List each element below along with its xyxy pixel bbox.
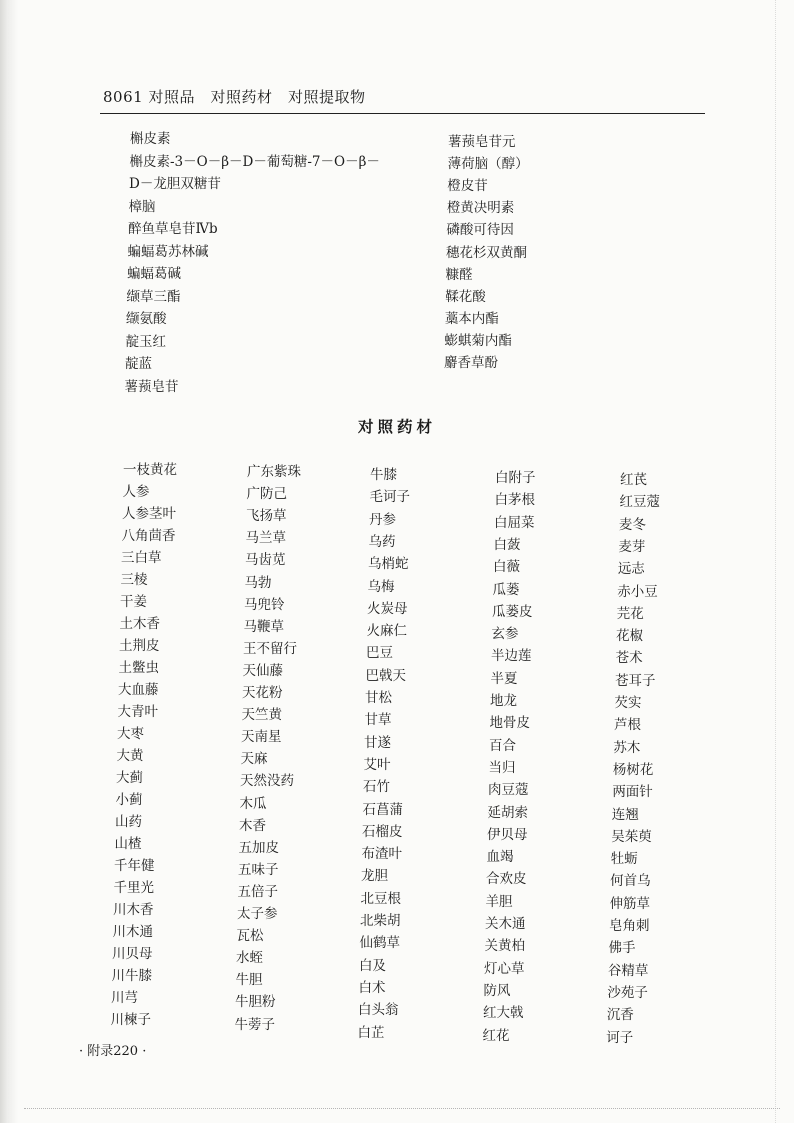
list-item: 巴戟天 — [365, 667, 406, 684]
list-item: 川贝母 — [112, 946, 153, 962]
list-item: 芫花 — [616, 605, 644, 622]
list-item: 北豆根 — [360, 890, 401, 907]
list-item: 樟脑 — [128, 198, 156, 215]
list-item: 乌梢蛇 — [368, 556, 409, 573]
list-item: 一枝黄花 — [123, 462, 177, 478]
list-item: 火炭母 — [367, 600, 408, 617]
list-item: 水蛭 — [236, 950, 263, 967]
list-item: 地骨皮 — [489, 715, 530, 732]
list-item: 蝙蝠葛碱 — [127, 266, 181, 282]
list-item: 缬草三酯 — [126, 288, 181, 305]
list-item: 牛胆 — [235, 972, 263, 989]
list-item: 天南星 — [241, 729, 282, 746]
list-item: 牛膝 — [370, 467, 397, 483]
list-item: 白茅根 — [494, 492, 535, 509]
list-item: 槲皮素 — [130, 131, 171, 147]
list-item: 藁本内酯 — [444, 310, 499, 327]
running-header: 8061 对照品 对照药材 对照提取物 — [103, 88, 366, 106]
list-item: 半夏 — [490, 670, 518, 687]
list-item: 沉香 — [606, 1007, 634, 1024]
list-item: 马鞭草 — [243, 618, 284, 635]
list-item: 皂角刺 — [609, 918, 650, 934]
list-item: 谷精草 — [607, 962, 649, 979]
list-item: 天然没药 — [240, 773, 294, 790]
list-item: 川楝子 — [110, 1012, 151, 1028]
list-item: 大蓟 — [116, 770, 143, 786]
list-item: 石榴皮 — [362, 823, 403, 840]
list-item: 芦根 — [613, 717, 641, 734]
list-item: 瓦松 — [236, 928, 264, 945]
list-item: 天花粉 — [242, 685, 283, 701]
list-item: 白蔹 — [493, 536, 521, 553]
list-item: 木瓜 — [239, 795, 267, 812]
list-item: 磷酸可待因 — [446, 222, 514, 239]
list-item: 人参茎叶 — [122, 506, 176, 522]
list-item: 薯蓣皂苷 — [124, 378, 179, 395]
list-item: 山楂 — [114, 836, 142, 852]
scan-shadow-left — [0, 0, 18, 1123]
list-item: 靛蓝 — [125, 356, 152, 372]
list-item: 牛胆粉 — [235, 994, 276, 1011]
list-item: 血竭 — [486, 849, 514, 866]
list-item: 防风 — [483, 982, 511, 999]
list-item: 何首乌 — [610, 873, 651, 890]
list-item: 玄参 — [491, 626, 519, 643]
list-item: 伊贝母 — [487, 826, 528, 843]
list-item: 橙黄决明素 — [446, 200, 515, 217]
list-item: 蝙蝠葛苏林碱 — [127, 243, 209, 260]
list-item: 薯蓣皂苷元 — [448, 134, 516, 150]
page-number: · 附录220 · — [79, 1044, 147, 1059]
list-item: 干姜 — [120, 594, 147, 610]
list-item: 苍耳子 — [615, 672, 656, 689]
list-item: 马齿苋 — [245, 552, 286, 569]
list-item: 毛诃子 — [369, 489, 410, 506]
list-item: 牛蒡子 — [234, 1016, 275, 1033]
list-item: 石竹 — [363, 779, 390, 796]
list-item: 仙鹤草 — [359, 935, 400, 952]
list-item: 艾叶 — [363, 756, 391, 773]
list-item: 槲皮素-3－O－β－D－葡萄糖-7－O－β－ — [129, 153, 380, 170]
list-item: 太子参 — [237, 906, 278, 922]
list-item: 半边莲 — [491, 648, 532, 665]
list-item: 延胡索 — [487, 804, 528, 821]
list-item: 地龙 — [490, 693, 517, 709]
list-item: 当归 — [488, 759, 516, 776]
list-item: 广防己 — [246, 486, 287, 503]
list-item: 马兰草 — [245, 530, 286, 547]
list-item: 川芎 — [111, 990, 138, 1006]
list-item: 乌梅 — [367, 578, 395, 595]
list-item: 薄荷脑（醇） — [447, 156, 529, 173]
list-item: 佛手 — [608, 940, 636, 957]
list-item: 赤小豆 — [617, 583, 658, 600]
list-item: 醉鱼草皂苷Ⅳb — [128, 221, 218, 237]
list-item: 肉豆蔻 — [488, 782, 529, 799]
list-item: 橙皮苷 — [447, 178, 488, 195]
list-item: 乌药 — [368, 533, 396, 550]
list-item: 甘遂 — [364, 734, 391, 751]
list-item: 红豆蔻 — [619, 494, 660, 511]
list-item: 巴豆 — [366, 645, 393, 662]
list-item: 白屈菜 — [494, 514, 535, 531]
scan-edge-right — [775, 0, 784, 1123]
list-item: 红芪 — [620, 472, 647, 488]
section-title: 对照药材 — [357, 417, 436, 436]
list-item: 人参 — [122, 484, 150, 500]
list-item: D－龙胆双糖苷 — [129, 176, 221, 192]
list-item: 三白草 — [121, 550, 162, 566]
list-item: 三棱 — [120, 572, 148, 588]
list-item: 麝香草酚 — [444, 355, 498, 371]
list-item: 伸筋草 — [609, 895, 651, 912]
list-item: 苏木 — [613, 739, 641, 756]
list-item: 两面针 — [612, 784, 653, 801]
list-item: 天仙藤 — [242, 662, 283, 679]
list-item: 川木通 — [112, 924, 153, 940]
list-item: 沙苑子 — [607, 984, 648, 1001]
list-item: 天麻 — [240, 751, 268, 768]
list-item: 土荆皮 — [119, 638, 160, 654]
list-item: 麦冬 — [618, 516, 646, 533]
list-item: 土鳖虫 — [118, 660, 159, 676]
list-item: 木香 — [239, 817, 266, 834]
list-item: 马勃 — [244, 574, 272, 591]
list-item: 瓜蒌 — [492, 581, 520, 598]
list-item: 白附子 — [495, 470, 536, 486]
header-rule — [100, 113, 705, 114]
list-item: 红大戟 — [483, 1005, 524, 1022]
list-item: 白薇 — [493, 559, 520, 576]
list-item: 大枣 — [117, 726, 144, 742]
list-item: 红花 — [482, 1027, 510, 1044]
list-item: 五味子 — [238, 861, 279, 878]
list-item: 百合 — [489, 737, 516, 754]
list-item: 白术 — [358, 979, 386, 996]
list-item: 瓜蒌皮 — [492, 603, 533, 620]
list-item: 甘松 — [365, 690, 392, 706]
list-item: 杨树花 — [612, 761, 654, 778]
list-item: 天竺黄 — [241, 707, 282, 724]
list-item: 白芷 — [357, 1024, 385, 1041]
list-item: 大血藤 — [118, 682, 159, 698]
list-item: 川木香 — [113, 902, 154, 918]
list-item: 千里光 — [113, 880, 154, 896]
list-item: 白及 — [359, 957, 386, 974]
list-item: 王不留行 — [243, 640, 297, 657]
list-item: 鞣花酸 — [445, 288, 486, 305]
list-item: 丹参 — [369, 511, 396, 528]
list-item: 合欢皮 — [486, 871, 527, 888]
list-item: 火麻仁 — [366, 623, 407, 640]
list-item: 布渣叶 — [361, 846, 402, 863]
list-item: 苍术 — [615, 650, 643, 667]
list-item: 诃子 — [606, 1029, 634, 1046]
list-item: 糠醛 — [445, 266, 473, 283]
list-item: 缬氨酸 — [126, 311, 167, 327]
scan-edge-bottom — [24, 1108, 780, 1115]
list-item: 五倍子 — [237, 883, 278, 900]
list-item: 龙胆 — [361, 868, 388, 885]
list-item: 大青叶 — [117, 704, 158, 720]
list-item: 五加皮 — [238, 839, 279, 856]
list-item: 川牛膝 — [111, 968, 152, 984]
list-item: 飞扬草 — [246, 508, 287, 525]
list-item: 甘草 — [364, 712, 392, 729]
list-item: 大黄 — [116, 748, 144, 764]
list-item: 芡实 — [614, 695, 642, 711]
list-item: 马兜铃 — [244, 596, 285, 613]
list-item: 广东紫珠 — [247, 464, 301, 480]
list-item: 花椒 — [616, 628, 644, 645]
list-item: 吴茱萸 — [611, 828, 652, 845]
list-item: 石菖蒲 — [362, 801, 403, 818]
list-item: 土木香 — [119, 616, 160, 632]
list-item: 羊胆 — [485, 893, 513, 910]
list-item: 牡蛎 — [610, 851, 638, 868]
list-item: 远志 — [617, 561, 645, 578]
list-item: 穗花杉双黄酮 — [446, 244, 527, 261]
list-item: 千年健 — [114, 858, 155, 874]
list-item: 蟛蜞菊内酯 — [444, 332, 512, 349]
list-item: 关木通 — [485, 916, 526, 932]
list-item: 小蓟 — [115, 792, 143, 808]
list-item: 麦芽 — [618, 538, 646, 555]
list-item: 靛玉红 — [125, 333, 166, 350]
list-item: 连翘 — [611, 806, 639, 823]
list-item: 关黄柏 — [484, 938, 525, 955]
list-item: 北柴胡 — [360, 913, 401, 929]
list-item: 灯心草 — [484, 960, 525, 977]
list-item: 白头翁 — [358, 1002, 399, 1019]
list-item: 八角茴香 — [121, 528, 176, 544]
list-item: 山药 — [115, 814, 142, 830]
